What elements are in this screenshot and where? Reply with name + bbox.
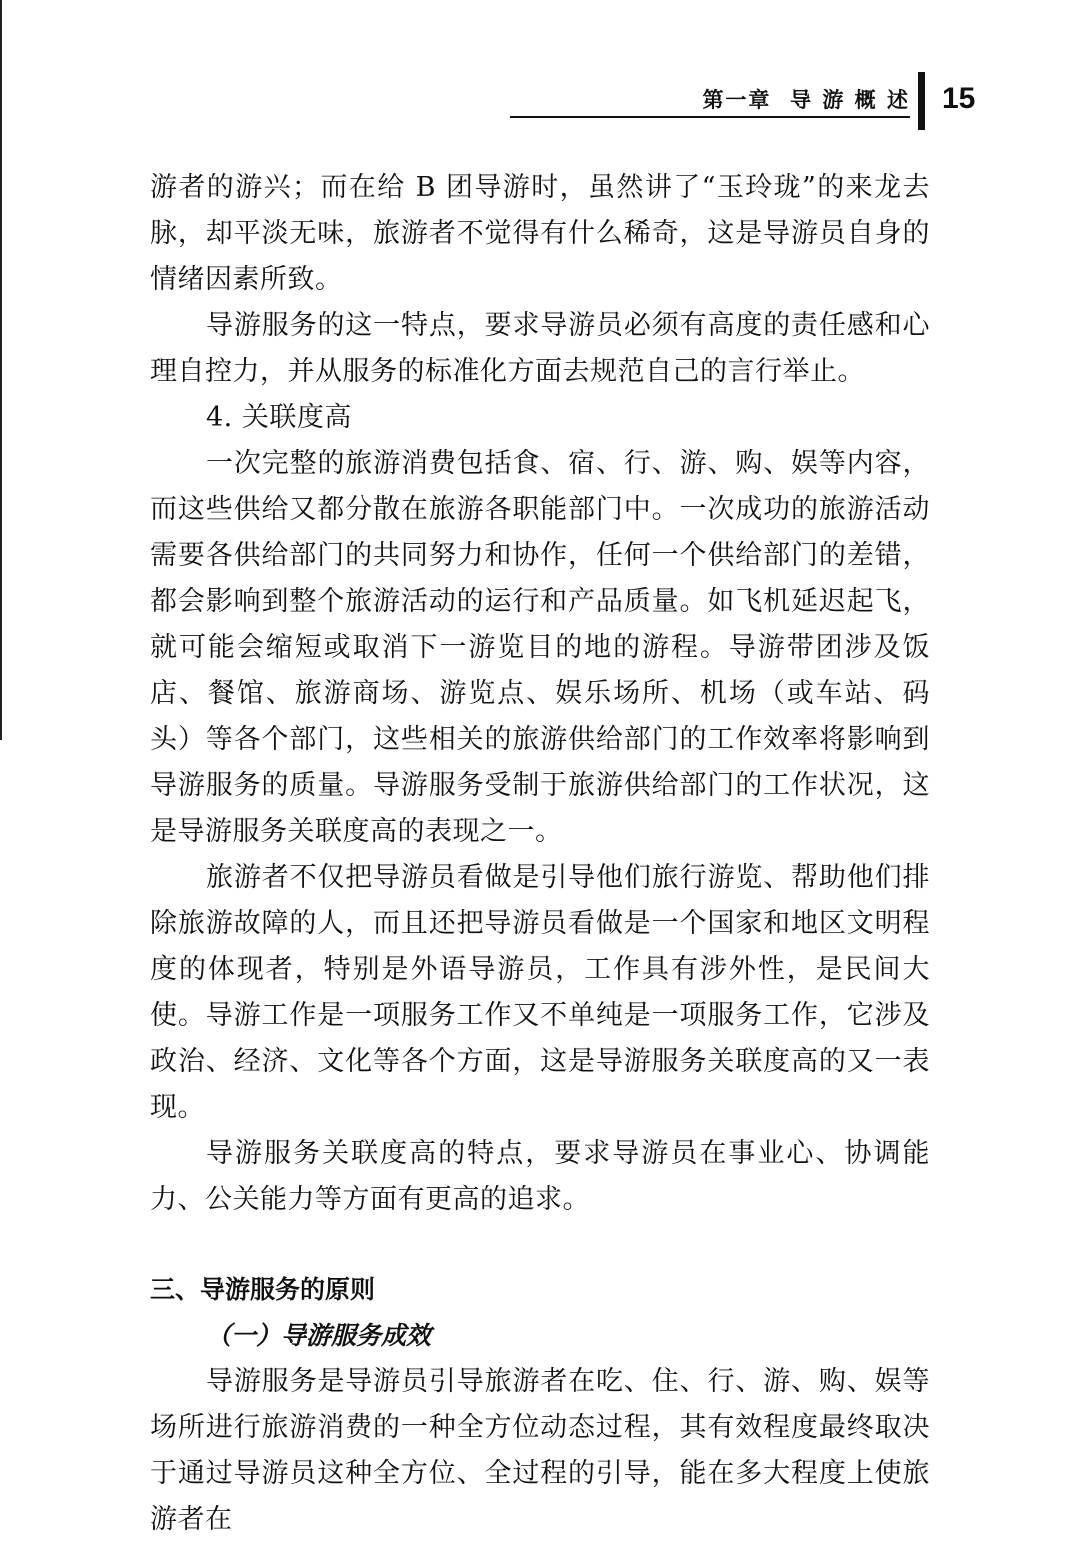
subsection-title: （一）导游服务成效 bbox=[206, 1321, 432, 1350]
running-header bbox=[510, 84, 910, 118]
paragraph-continued: 游者的游兴；而在给 B 团导游时，虽然讲了“玉玲珑”的来龙去脉，却平淡无味，旅游者不觉得有什么稀奇，这是导游员自身的情绪因素所致。 bbox=[150, 172, 930, 295]
paragraph: 旅游者不仅把导游员看做是引导他们旅行游览、帮助他们排除旅游故障的人，而且还把导游员看做是一个国家和地区文明程度的体现者，特别是外语导游员，工作具有涉外性，是民间大使。导游工作是一项服务工作又不单纯是一项服务工作，它涉及政治、经济、文化等各个方面，这是导游服务关联度高的又一表现。 bbox=[150, 862, 930, 1123]
paragraph: 导游服务的这一特点，要求导游员必须有高度的责任感和心理自控力，并从服务的标准化方面去规范自己的言行举止。 bbox=[150, 310, 930, 387]
chapter-running-title: 第一章 导 游 概 述 bbox=[702, 87, 910, 112]
header-vertical-bar bbox=[918, 72, 925, 130]
section-title: 三、导游服务的原则 bbox=[150, 1275, 376, 1304]
header-rule bbox=[510, 116, 910, 118]
page-edge-line bbox=[0, 0, 2, 740]
page-body bbox=[150, 165, 930, 1543]
subheading-relevance: 4. 关联度高 bbox=[206, 402, 352, 433]
paragraph: 导游服务关联度高的特点，要求导游员在事业心、协调能力、公关能力等方面有更高的追求。 bbox=[150, 1138, 930, 1215]
paragraph: 导游服务是导游员引导旅游者在吃、住、行、游、购、娱等场所进行旅游消费的一种全方位动态过程，其有效程度最终取决于通过导游员这种全方位、全过程的引导，能在多大程度上使旅游者在 bbox=[150, 1366, 930, 1535]
paragraph: 一次完整的旅游消费包括食、宿、行、游、购、娱等内容，而这些供给又都分散在旅游各职能部门中。一次成功的旅游活动需要各供给部门的共同努力和协作，任何一个供给部门的差错，都会影响到整个旅游活动的运行和产品质量。如飞机延迟起飞，就可能会缩短或取消下一游览目的地的游程。导游带团涉及饭店、餐馆、旅游商场、游览点、娱乐场所、机场（或车站、码头）等各个部门，这些相关的旅游供给部门的工作效率将影响到导游服务的质量。导游服务受制于旅游供给部门的工作状况，这是导游服务关联度高的表现之一。 bbox=[150, 448, 930, 847]
page-number: 15 bbox=[942, 82, 976, 115]
